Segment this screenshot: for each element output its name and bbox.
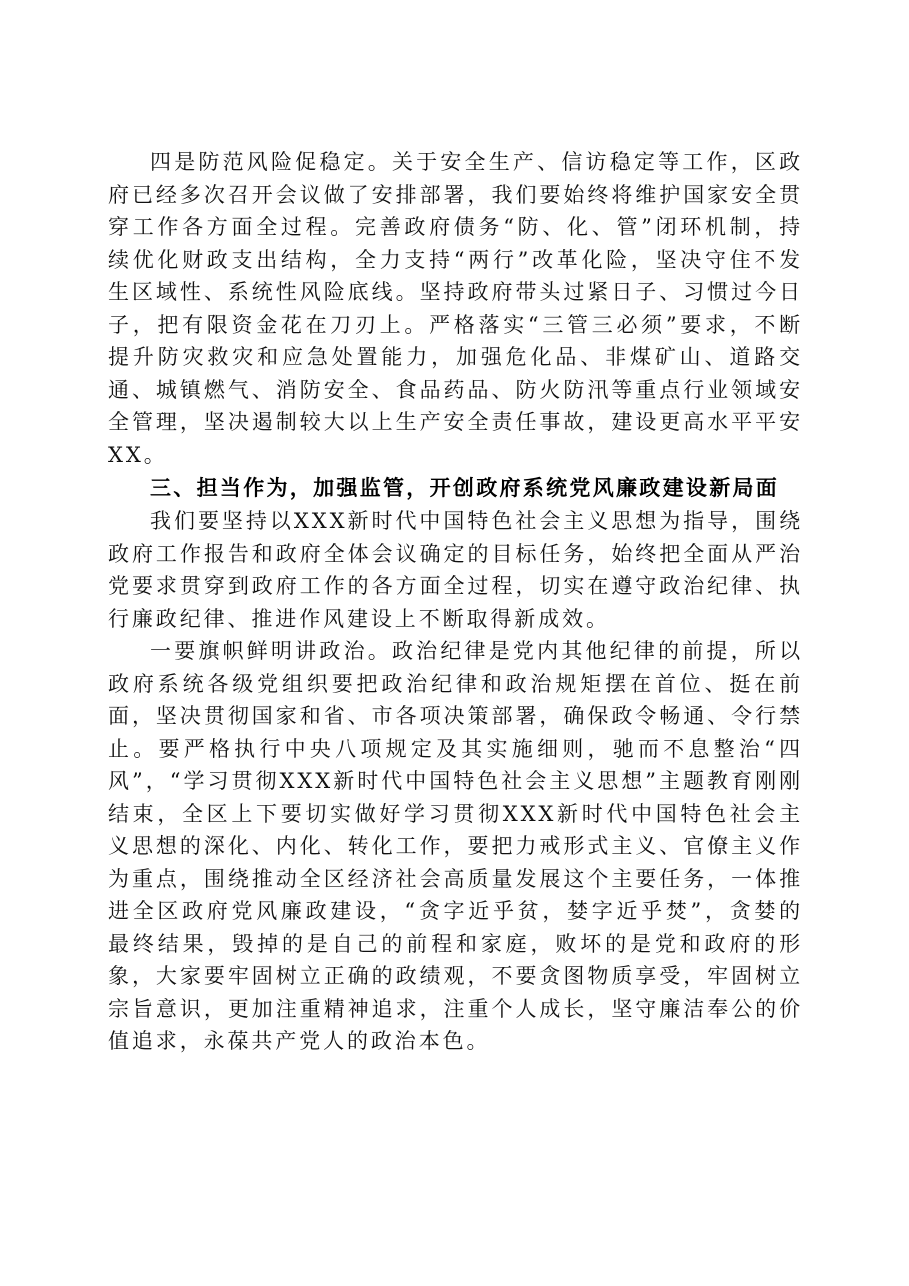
section-heading-three: 三、担当作为，加强监管，开创政府系统党风廉政建设新局面 (150, 476, 780, 500)
document-body (108, 146, 803, 1058)
paragraph-politics: 一要旗帜鲜明讲政治。政治纪律是党内其他纪律的前提，所以政府系统各级党组织要把政治纪律和政治规矩摆在首位、挺在前面，坚决贯彻国家和省、市各项决策部署，确保政令畅通、令行禁止。要严格执行中央八项规定及其实施细则，驰而不息整治“四风”，“学习贯彻XXX新时代中国特色社会主义思想”主题教育刚刚结束，全区上下要切实做好学习贯彻XXX新时代中国特色社会主义思想的深化、内化、转化工作，要把力戒形式主义、官僚主义作为重点，围绕推动全区经济社会高质量发展这个主要任务，一体推进全区政府党风廉政建设，“贪字近乎贫，婪字近乎焚”，贪婪的最终结果，毁掉的是自己的前程和家庭，败坏的是党和政府的形象，大家要牢固树立正确的政绩观，不要贪图物质享受，牢固树立宗旨意识，更加注重精神追求，注重个人成长，坚守廉洁奉公的价值追求，永葆共产党人的政治本色。 (108, 639, 803, 1053)
paragraph-risk-prevention: 四是防范风险促稳定。关于安全生产、信访稳定等工作，区政府已经多次召开会议做了安排部署，我们要始终将维护国家安全贯穿工作各方面全过程。完善政府债务“防、化、管”闭环机制，持续优化财政支出结构，全力支持“两行”改革化险，坚决守住不发生区域性、系统性风险底线。坚持政府带头过紧日子、习惯过今日子，把有限资金花在刀刃上。严格落实“三管三必须”要求，不断提升防灾救灾和应急处置能力，加强危化品、非煤矿山、道路交通、城镇燃气、消防安全、食品药品、防火防汛等重点行业领域安全管理，坚决遏制较大以上生产安全责任事故，建设更高水平平安XX。 (108, 150, 803, 467)
paragraph-guiding-thought: 我们要坚持以XXX新时代中国特色社会主义思想为指导，围绕政府工作报告和政府全体会议确定的目标任务，始终把全面从严治党要求贯穿到政府工作的各方面全过程，切实在遵守政治纪律、执行廉政纪律、推进作风建设上不断取得新成效。 (108, 509, 803, 631)
